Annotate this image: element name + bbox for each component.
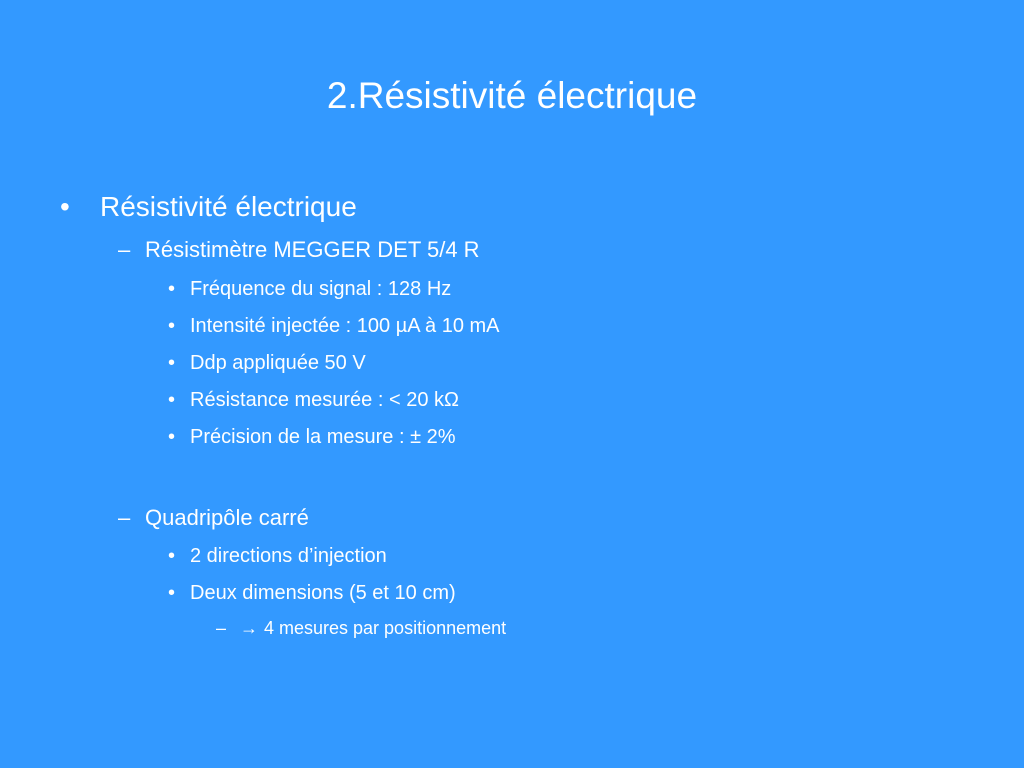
slide-title: 2.Résistivité électrique [326,75,698,116]
list-item-resistance: Résistance mesurée : < 20 kΩ [190,389,459,411]
bullet-l3-marker: • [168,352,176,374]
bullet-l3-marker: • [168,315,176,337]
bullet-l2-quadripole: Quadripôle carré [145,505,309,530]
bullet-l4-marker: – [216,618,227,638]
list-subitem-mesures [240,617,506,639]
bullet-l3-marker: • [168,582,176,604]
bullet-l2-resistimetre: Résistimètre MEGGER DET 5/4 R [145,237,480,262]
list-item-frequence: Fréquence du signal : 128 Hz [190,278,452,300]
list-item-precision: Précision de la mesure : ± 2% [190,426,456,448]
bullet-l1-marker: • [60,191,70,222]
bullet-l3-marker: • [168,426,176,448]
bullet-l1-resistivite: Résistivité électrique [100,191,357,222]
list-item-directions: 2 directions d’injection [190,545,387,567]
list-item-dimensions: Deux dimensions (5 et 10 cm) [190,582,456,604]
arrow-right-icon: → [240,618,258,638]
list-item-ddp: Ddp appliquée 50 V [190,352,366,374]
list-item-intensite: Intensité injectée : 100 µA à 10 mA [190,315,500,337]
bullet-l2-marker: – [118,237,131,262]
bullet-l3-marker: • [168,389,176,411]
bullet-l3-marker: • [168,278,176,300]
list-subitem-mesures-text: 4 mesures par positionnement [264,618,507,638]
bullet-l2-marker: – [118,505,131,530]
bullet-l3-marker: • [168,545,176,567]
